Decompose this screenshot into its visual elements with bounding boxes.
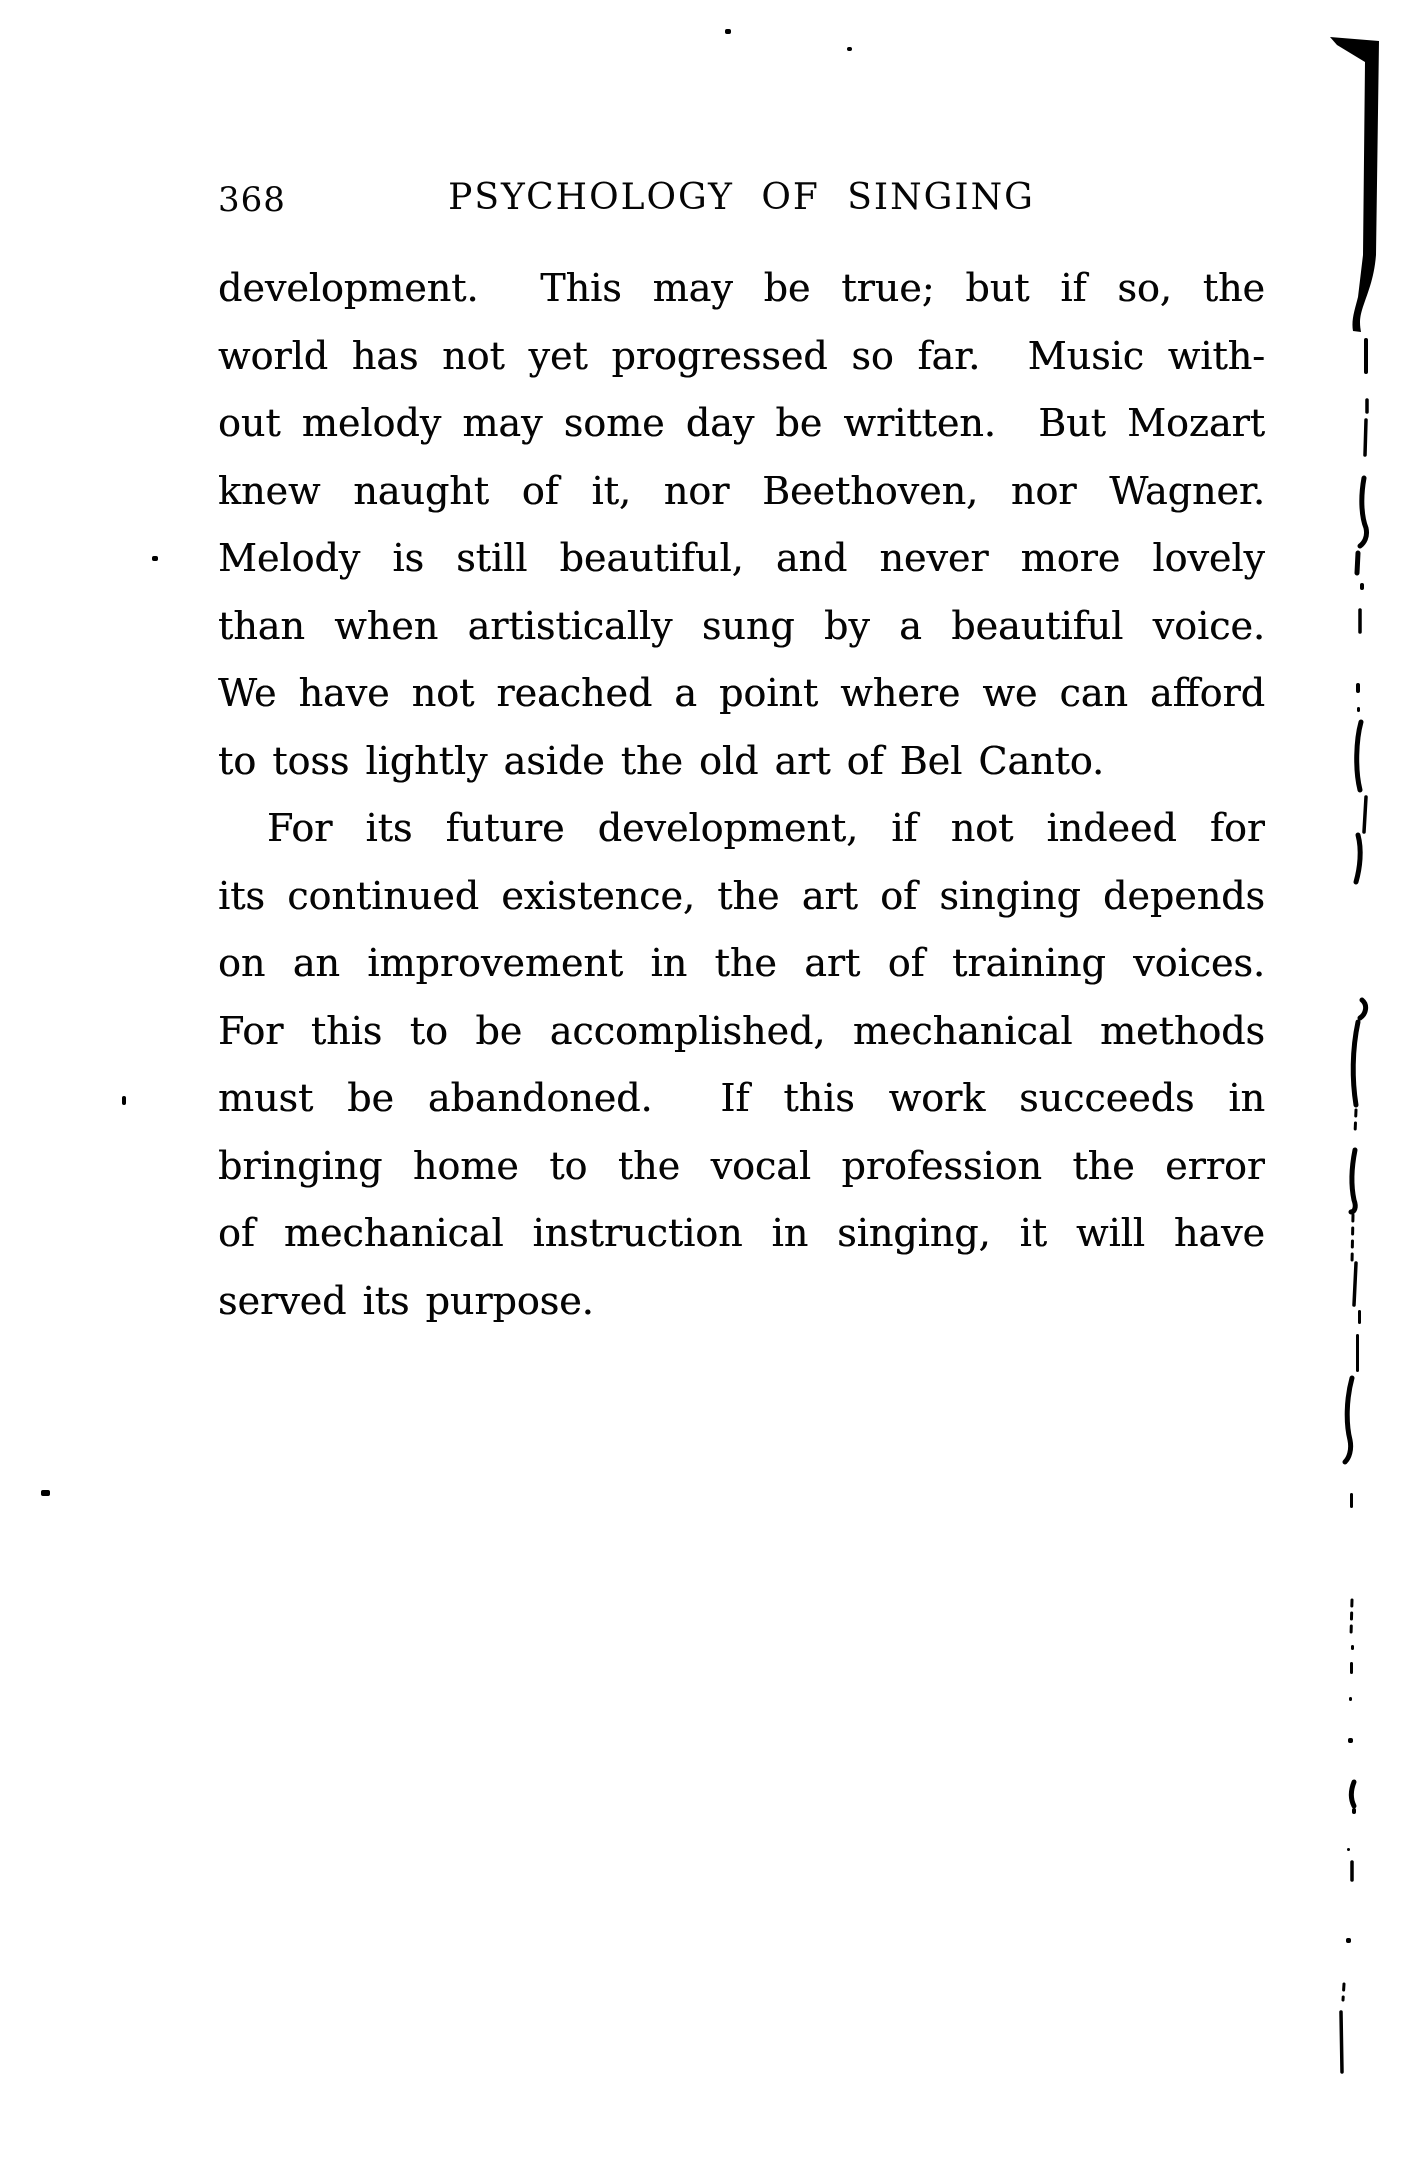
text-line: bringing home to the vocal profession the error: [218, 1143, 1265, 1188]
text-line: Melody is still beautiful, and never more lovely: [218, 536, 1265, 580]
text-line: knew naught of it, nor Beethoven, nor Wagner.: [218, 468, 1265, 513]
page-number: 368: [218, 180, 286, 220]
text-line: For this to be accomplished, mechanical methods: [218, 1008, 1265, 1053]
text-line: served its purpose.: [218, 1278, 594, 1323]
binding-dots: [1346, 583, 1364, 1943]
text-line: on an improvement in the art of training voices.: [218, 941, 1265, 985]
text-line: out melody may some day be written. But Mozart: [218, 401, 1265, 445]
text-line: must be abandoned. If this work succeeds in: [218, 1076, 1265, 1120]
binding-marks: [1341, 400, 1367, 2072]
running-title: PSYCHOLOGY OF SINGING: [448, 177, 1035, 218]
binding-mark-top: [1330, 37, 1379, 374]
text-line: than when artistically sung by a beautiful voice.: [218, 603, 1265, 648]
text-line: We have not reached a point where we can afford: [218, 671, 1265, 715]
text-line: its continued existence, the art of singing depends: [218, 873, 1265, 918]
text-line: to toss lightly aside the old art of Bel Canto.: [218, 738, 1105, 783]
text-line: of mechanical instruction in singing, it will have: [218, 1211, 1265, 1255]
page-header: [218, 177, 1265, 221]
text-line: For its future development, if not indeed for: [267, 806, 1265, 850]
text-line: development. This may be true; but if so, the: [218, 266, 1265, 310]
body-text: [218, 255, 1265, 1335]
text-line: world has not yet progressed so far. Music with-: [218, 333, 1265, 378]
